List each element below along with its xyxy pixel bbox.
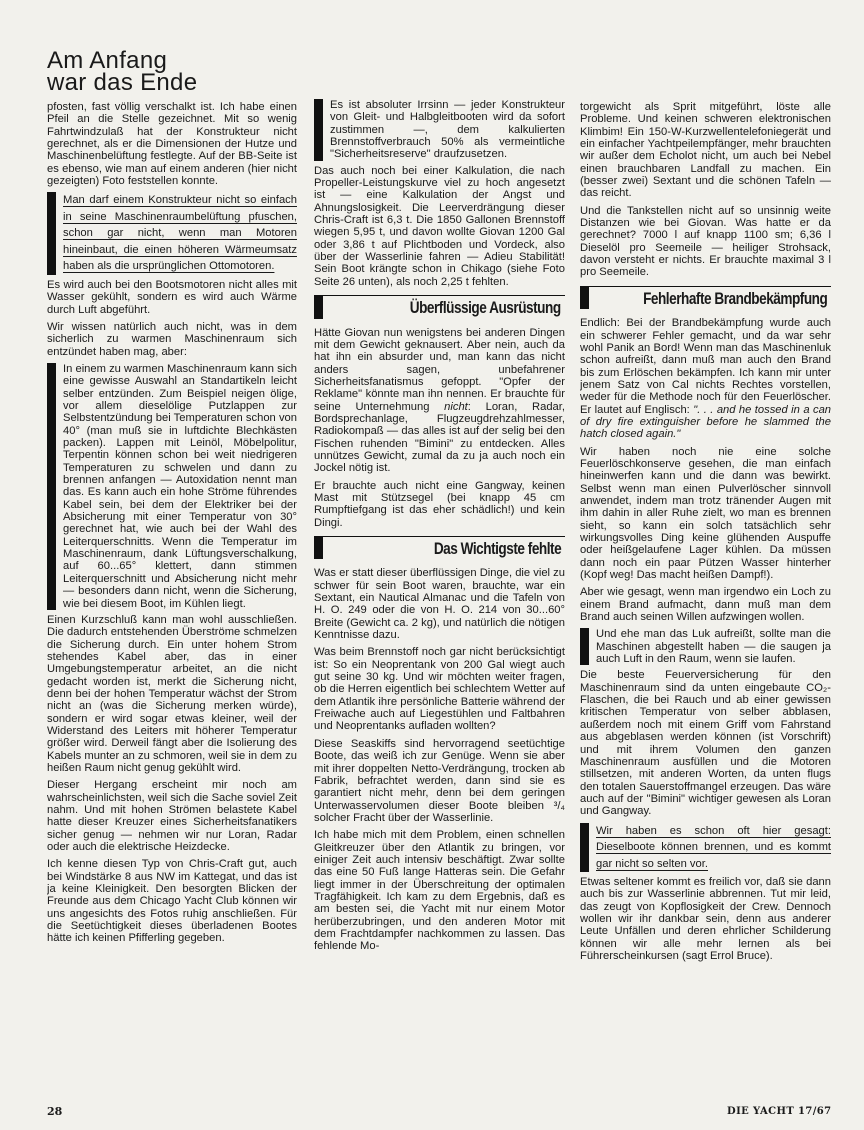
paragraph: Es wird auch bei den Bootsmotoren nicht alles mit Wasser gekühlt, sondern es wird auch Wärme durch Luft abgeführt. — [47, 278, 297, 316]
paragraph: Dieser Hergang erscheint mir noch am wahrscheinlichsten, weil sich die Sache soviel Zeit nahm. Und mit hohen Strömen belastete Kabel hatte dieser Kreuzer eines Sicherheitsfanatikers sicher genug — nehmen wir nur Loran, Radar oder auch die elektrische Heizdecke. — [47, 779, 297, 854]
paragraph: Das auch noch bei einer Kalkulation, die nach Propeller-Leistungskurve viel zu hoch angesetzt ist — eine Kalkulation der Angst und Ahnungslosigkeit. Die Leerverdrängung dieser Chris-Craft ist 6,3 t. Die 1850 Gallonen Brennstoff wiegen 5,95 t, und davon wollte Giovan 1200 Gal oder 3,86 t auf Plichtboden und Vordeck, also über der Wasserlinie fahren — Adieu Stabilität! Sein Boot krängte schon in Chikago (siehe Foto Seite 26 unten), als noch 2,25 t fehlten. — [314, 164, 565, 288]
paragraph-text: : Loran, Radar, Bordsprechanlage, Flugzeugdrehzahlmesser, Radiokompaß — das alles ist auf der selig bei den Fischen ruhenden "Bimini" zu entdecken. Alles unnützes Gewicht, zumal da zu ja auch noch ein Jockel nötig ist. — [314, 400, 565, 475]
callout-box — [580, 823, 831, 873]
paragraph: Was beim Brennstoff noch gar nicht berücksichtigt ist: So ein Neoprentank von 200 Gal wiegt auch gut seine 30 kg. Und wir möchten weiter fragen, ob die Herren eigentlich bei schlechtem Wetter auf dem Atlantik ihre persönliche Batterie während der Freiwache auch auf Liegestühlen und Faltbahren und Neoprentanks aufladen wollten? — [314, 646, 565, 733]
title-line-1: Am Anfang — [47, 47, 168, 74]
column-3 — [580, 101, 831, 1101]
quote-text: ". . . and he tossed in a can of dry fire extinguisher before he slammed the hatch closed again." — [580, 403, 831, 441]
section-heading-text: Das Wichtigste fehlte — [433, 539, 561, 558]
callout-text: Wir haben es schon oft hier gesagt: Dieselboote können brennen, und es kommt gar nicht so selten vor. — [596, 824, 831, 870]
paragraph: pfosten, fast völlig verschalkt ist. Ich habe einen Pfeil an die Stelle gezeichnet. Mit so wenig Fahrtwindzulaß hat der Konstrukteur nicht gerechnet, als er die Dimensionen der Hutze und Maschinenbelüftung festlegte. Auf der BB-Seite ist es ebenso, wie man auf einem anderen (hier nicht gezeigten) Foto feststellen konnte. — [47, 101, 297, 188]
section-heading — [314, 295, 565, 318]
paragraph: Die beste Feuerversicherung für den Maschinenraum sind da unten eingebaute CO₂-Flaschen, die bei Rauch und ab einer gewissen kritischen Temperatur von selber abblasen, außerdem noch mit einem Griff vom Fahrstand aus abgeblasen werden können (ist Vorschrift) und mit ihrem Volumen den ganzen Maschinenraum ausfüllen und die Motoren stillsetzen, mit anderen Worten, da unten flugs den totalen Sauerstoffmangel erzeugen. Das wäre auch auf der "Bimini" wichtiger gewesen als Loran und Gangway. — [580, 669, 831, 818]
paragraph: Was er statt dieser überflüssigen Dinge, die viel zu schwer für sein Boot waren, brauchte, war ein Sextant, ein Nautical Almanac und die Tafeln von H. O. 249 oder die von H. O. 214 von 30...60° Breite (Gewicht ca. 2 kg), und natürlich die nötigen Kenntnisse dazu. — [314, 567, 565, 642]
callout-box — [47, 363, 297, 610]
paragraph: Aber wie gesagt, wenn man irgendwo ein Loch zu einem Brand aufmacht, dann muß man dem Brand auch seinen Willen aufzwingen wollen. — [580, 586, 831, 624]
column-1 — [47, 101, 297, 1101]
paragraph: Er brauchte auch nicht eine Gangway, keinen Mast mit Stützsegel (bei knapp 45 cm Rumpftiefgang ist das eher schädlich!) und kein Dingi. — [314, 479, 565, 529]
section-heading-text: Überflüssige Ausrüstung — [410, 298, 561, 318]
section-heading-text: Fehlerhafte Brandbekämpfung — [642, 288, 827, 308]
column-2 — [314, 99, 565, 1099]
paragraph: Wir wissen natürlich auch nicht, was in dem sicherlich zu warmen Maschinenraum sich entzündet haben mag, aber: — [47, 320, 297, 358]
callout-text: Es ist absoluter Irrsinn — jeder Konstrukteur von Gleit- und Halbgleitbooten wird da sofort zustimmen —, dem kalkulierten Brennstoffverbrauch 50% als vermeintliche "Sicherheitsreserve" draufzusetzen. — [330, 99, 565, 161]
paragraph-text: Endlich: Bei der Brandbekämpfung wurde auch ein schwerer Fehler gemacht, und da war sehr wohl Panik an Bord! Wenn man das Maschinenluk schon aufreißt, dann muß man auch den Brand bis zum Erlöschen bekämpfen. Ich kann mir unter jenem Satz von Cal nichts Rechtes vorstellen, weder für die Methode noch für den Feuerlöscher. Er lautet auf Englisch: — [580, 317, 831, 416]
magazine-issue: DIE YACHT 17/67 — [727, 1106, 832, 1117]
callout-box — [314, 99, 565, 161]
paragraph: Einen Kurzschluß kann man wohl ausschließen. Die dadurch entstehenden Überströme schmelzen die Sicherung durch. Ein unter hohem Strom stehendes Kabel aber, das in einer Umgebungstemperatur arbeitet, an die nicht gedacht worden ist, merkt die Sicherung nicht, denn bei der hohen Temperatur wächst der Strom nicht an (was die Sicherung merken würde), sondern er wird sogar etwas kleiner, weil der Widerstand des Leiters mit höherer Temperatur größer wird. Derweil fängt aber die Isolierung des Kabels munter an zu schmoren, weil sie in dem zu heißen Raum nicht genug gekühlt wird. — [47, 613, 297, 774]
emphasis-text: nicht — [444, 400, 468, 413]
section-heading — [580, 286, 831, 309]
paragraph: Ich habe mich mit dem Problem, einen schnellen Gleitkreuzer über den Atlantik zu bringen, vor einiger Zeit auch intensiv beschäftigt. Zwar sollte das eine 50 Fuß lange Hatteras sein. Die Gefahr liegt immer in der Überschreitung der optimalen Tragfähigkeit. Ich kam zu dem Ergebnis, daß es am besten sei, die Yacht mit nur einem Motor herüberzubringen, und den anderen Motor mit dem Frachtdampfer nachkommen zu lassen. Das fehlende Mo- — [314, 829, 565, 953]
callout-text: Und ehe man das Luk aufreißt, sollte man die Maschinen abgestellt haben — die saugen ja auch Luft in den Raum, wenn sie laufen. — [596, 628, 831, 666]
title-line-2: war das Ende — [47, 69, 198, 96]
paragraph: Wir haben noch nie eine solche Feuerlöschkonserve gesehen, die man einfach hineinwerfen kann und die dann was bewirkt. Selbst wenn man einen Pulverlöscher sinnvoll anwendet, indem man trotz tränender Augen mit ihm dahin in aller Ruhe zielt, wo man es brennen sieht, so kann ein solch tatsächlich sehr wirkungsvolles Ding keine glühenden Auspuffe oder heißgelaufene Lager kühlen. Da müssen dann noch ein paar Pützen Wasser hinterher (Kopf weg! Das macht heißen Dampf!). — [580, 445, 831, 582]
paragraph — [580, 317, 831, 440]
paragraph: Diese Seaskiffs sind hervorragend seetüchtige Boote, das weiß ich zur Genüge. Wenn sie aber mit ihrer doppelten Netto-Verdrängung, trocken ab Fabrik, befrachtet werden, dann sind sie es garantiert nicht mehr, denn bei dem geringen Unterwasservolumen dieser Boote bleiben ³/₄ solcher Fracht über der Wasserlinie. — [314, 737, 565, 824]
paragraph: torgewicht als Sprit mitgeführt, löste alle Probleme. Und keinen schweren elektronischen Klimbim! Ein 150-W-Kurzwellentelefoniegerät und ein einfacher Yachtpeilempfänger, mehr brauchten wir außer dem Echolot nicht, um auch bei Nebel einen brauchbaren Landfall zu machen. Ein (besser zwei) Sextant und die schönen Tafeln — das reicht. — [580, 101, 831, 200]
paragraph: Etwas seltener kommt es freilich vor, daß sie dann auch bis zur Wasserlinie abbrennen. Tut mir leid, das zeugt von Kopflosigkeit der Crew. Dennoch wollen wir ihr dankbar sein, denn aus anderer Leute Unfällen und deren ehrlicher Schilderung können wir alle mehr lernen als bei Führerscheinkursen (sagt Errol Bruce). — [580, 876, 831, 963]
article-title — [47, 47, 198, 96]
paragraph-text: Hätte Giovan nun wenigstens bei anderen Dingen mit dem Gewicht geknausert. Aber nein, auch da hat ihn ein absurder und, man kann das nicht anders sagen, unbefahrener Sicherheitsfanatismus gefoppt. "Opfer der Reklame" könnte man ihn nennen. Er brauchte für seine Unternehmung — [314, 326, 565, 413]
callout-box — [580, 628, 831, 665]
paragraph: Und die Tankstellen nicht auf so unsinnig weite Distanzen wie bei Giovan. Was hatte er da gerechnet? 7000 l auf knapp 1100 sm; 6,36 l Dieselöl pro Seemeile — heiliger Strohsack, davon versteht er nichts. Er brauchte maximal 3 l pro Seemeile. — [580, 204, 831, 279]
paragraph — [314, 327, 565, 475]
paragraph: Ich kenne diesen Typ von Chris-Craft gut, auch bei Windstärke 8 aus NW im Kattegat, und das ist ja keine Kleinigkeit. Den besorgten Blicken der Freunde aus dem Chicago Yacht Club können wir uns angesichts des Fotos ruhig anschließen. Für die Seetüchtigkeit dieses überladenen Bootes hätte ich keinen Pfifferling gegeben. — [47, 858, 297, 945]
page-number: 28 — [47, 1105, 63, 1118]
section-heading — [314, 536, 565, 559]
callout-text: Man darf einem Konstrukteur nicht so einfach in seine Maschinenraumbelüftung pfuschen, schon gar nicht, wenn man Motoren hineinbaut, die einen höheren Wärmeumsatz haben als die ursprünglichen Ottomotoren. — [63, 194, 297, 273]
callout-text: In einem zu warmen Maschinenraum kann sich eine gewisse Auswahl an Standartikeln leicht selber entzünden. Zum Beispiel neigen ölige, vor allem dieselölige Putzlappen zur Selbstentzündung bei Temperaturen schon von 40° (man muß sie in luftdichte Blechkästen packen). Lappen mit Leinöl, Möbelpolitur, Terpentin können schon bei weit niedrigeren Temperaturen zu schwelen und dann zu brennen anfangen — Autoxidation nennt man das. Es kann auch ein hohe Ströme führendes Kabel sein, bei dem der Elektriker bei der Absicherung mit einer Temperatur von 30° gerechnet hat, wie auch bei der Wahl des Leiterquerschnitts. Wenn die Temperatur im Maschinenraum, dank Lüftungsverschalkung, auf 60...65° klettert, dann stimmen Leiterquerschnitt und Absicherung nicht mehr — besonders dann nicht, wenn die Sicherung, wie bei diesem Boot, im Kühlen liegt. — [63, 362, 297, 610]
callout-box — [47, 192, 297, 275]
